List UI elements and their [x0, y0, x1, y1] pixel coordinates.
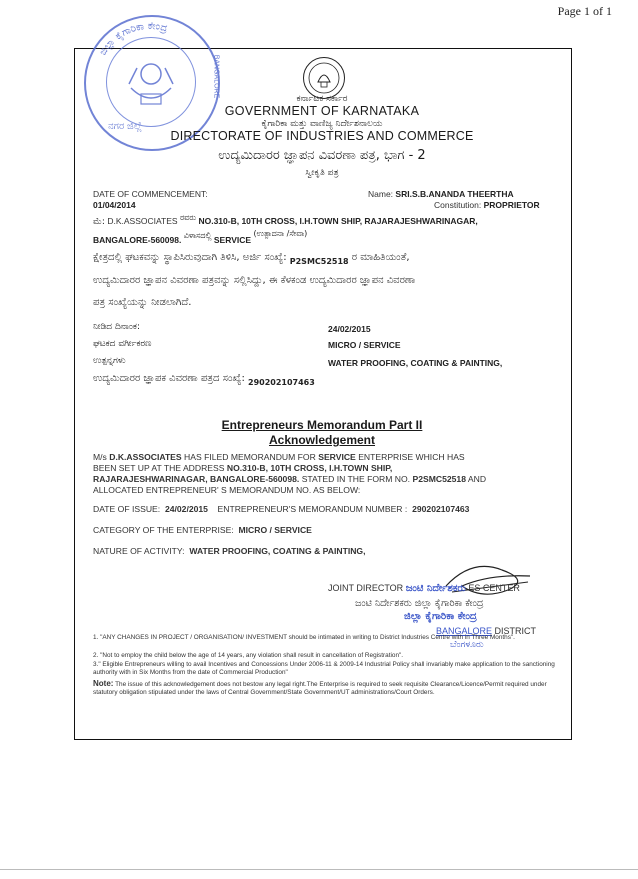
activity-row [93, 546, 365, 557]
application-number: P2SMC52518 [289, 257, 349, 266]
footnote-1: 1. "ANY CHANGES IN PROJECT / ORGANISATION/ INVESTMENT should be intimated in writing to District Industries Centre with in Three Months". [93, 634, 515, 641]
english-para-line-3 [93, 474, 486, 485]
issue-date-kannada: ನೀಡಿದ ದಿನಾಂಕ: [93, 322, 141, 332]
note-row [93, 680, 563, 697]
sector-kannada: ವಿಳಾಸದಲ್ಲಿ [183, 231, 212, 240]
issue-date-value: 24/02/2015 [328, 324, 371, 334]
sector-value: SERVICE [213, 235, 252, 245]
joint-director-kannada: ಜಂಟಿ ನಿರ್ದೇಶಕರು ಜಿಲ್ಲಾ ಕೈಗಾರಿಕಾ ಕೇಂದ್ರ [355, 598, 484, 609]
stamp-kannada-1: ಜಂಟಿ ನಿರ್ದೇಶಕರು [405, 583, 466, 594]
english-para-line-2 [93, 463, 392, 474]
address-line-1: NO.310-B, 10TH CROSS, I.H.TOWN SHIP, RAJARAJESHWARINAGAR, [198, 216, 478, 226]
constitution-label: Constitution: [434, 200, 482, 210]
para-form-number: P2SMC52518 [412, 474, 466, 484]
joint-director-label: JOINT DIRECTOR [328, 583, 404, 593]
centre-suffix: ES CENTER [468, 583, 520, 593]
constitution-value: PROPRIETOR [483, 200, 540, 210]
note-text: The issue of this acknowledgement does not bestow any legal right.The Enterprise is required to seek requisite Clearance/Licence/Permit required under statutory obligation stipulated under the laws of Central Government/State Government/UT administrations/Court Orders. [93, 681, 547, 696]
category-value: MICRO / SERVICE [238, 525, 312, 535]
district-label: DISTRICT [494, 626, 537, 636]
bangalore-label: BANGALORE [436, 626, 493, 636]
memo-number-value: 290202107463 [248, 378, 315, 387]
english-title: Entrepreneurs Memorandum Part II [221, 418, 423, 432]
memo-number-row [93, 373, 315, 387]
commencement-label: DATE OF COMMENCEMENT: [93, 189, 208, 199]
address-sector-row [93, 229, 308, 246]
ravaru-kannada: ರವರು [179, 213, 197, 222]
firm-address-row [93, 213, 478, 227]
activity-value: WATER PROOFING, COATING & PAINTING, [189, 546, 366, 556]
ack-kannada: ಸ್ವೀಕೃತಿ ಪತ್ರ [305, 168, 339, 178]
category-row [93, 525, 312, 536]
para-address-1: NO.310-B, 10TH CROSS, I.H.TOWN SHIP, [226, 463, 393, 473]
page-number: Page 1 of 1 [557, 4, 612, 18]
para-address-2: RAJARAJESHWARINAGAR, BANGALORE-560098. [93, 474, 300, 484]
name-value: SRI.S.B.ANANDA THEERTHA [395, 189, 514, 199]
category-label: CATEGORY OF THE ENTERPRISE: [93, 525, 234, 535]
body-kannada-3: ಪತ್ರ ಸಂಖ್ಯೆಯನ್ನು ನೀಡಲಾಗಿದೆ. [93, 297, 192, 308]
department-kannada: ಕೈಗಾರಿಕಾ ಮತ್ತು ವಾಣಿಜ್ಯ ನಿರ್ದೇಶನಾಲಯ [261, 119, 383, 129]
memo-value: 290202107463 [412, 504, 470, 514]
para-allocated: ALLOCATED ENTREPRENEUR' S MEMORANDUM NO. AS BELOW: [93, 485, 361, 495]
state-name-kannada: ಕರ್ನಾಟಕ ಸರ್ಕಾರ [296, 94, 348, 104]
memo-title-kannada: ಉದ್ಯಮಿದಾರರ ಜ್ಞಾಪನ ವಿವರಣಾ ಪತ್ರ, ಭಾಗ - 2 [218, 148, 426, 163]
activity-label: NATURE OF ACTIVITY: [93, 546, 185, 556]
footnote-3: 3." Eligible Entrepreneurs willing to avail Incentives and Concessions Under 2006-11 & 2009-14 Industrial Policy shall invariably make application to the sanctioning authority with in Six Months from the date of Commercial Production" [93, 661, 555, 676]
para-type: SERVICE [318, 452, 356, 462]
english-para-line-1 [93, 452, 568, 463]
seal-top-text: ಜಿಲ್ಲಾ ಕೈಗಾರಿಕಾ ಕೇಂದ್ರ [97, 20, 169, 58]
english-subtitle: Acknowledgement [268, 433, 376, 447]
name-label: Name: [368, 189, 394, 199]
para-firm: D.K.ASSOCIATES [109, 452, 182, 462]
government-title: GOVERNMENT OF KARNATAKA [224, 104, 420, 118]
name-row [368, 189, 514, 199]
sector-type-kannada: (ಉತ್ಪಾದನಾ /ಸೇವಾ) [253, 229, 308, 238]
to-kannada: ಮೆ: [93, 217, 105, 227]
issue-memo-row [93, 504, 469, 515]
seal-side-text: BANGALORE [212, 54, 220, 99]
issue-label: DATE OF ISSUE: [93, 504, 161, 514]
seal-bottom-text: ನಗರ ಜಿಲ್ಲೆ [108, 121, 142, 132]
products-kannada: ಉತ್ಪನ್ನಗಳು [93, 356, 126, 366]
memo-label: ENTREPRENEUR'S MEMORANDUM NUMBER : [217, 504, 408, 514]
constitution-row [434, 200, 540, 210]
firm-name: D.K.ASSOCIATES [107, 216, 178, 226]
stamp-kannada-3: ಬೆಂಗಳೂರು [450, 640, 484, 650]
directorate-title: DIRECTORATE OF INDUSTRIES AND COMMERCE [170, 129, 474, 143]
para-setup: BEEN SET UP AT THE ADDRESS [93, 463, 225, 473]
para-stated: STATED IN THE FORM NO. [301, 474, 411, 484]
unit-class-value: MICRO / SERVICE [328, 340, 401, 350]
joint-director-row [328, 583, 520, 594]
para-ms: M/s [93, 452, 107, 462]
footnote-2: 2. "Not to employ the child below the age of 14 years, any violation shall result in cancellation of Registration". [93, 652, 404, 659]
memo-number-kannada: ಉದ್ಯಮಿದಾರರ ಜ್ಞಾಪಕ ವಿವರಣಾ ಪತ್ರದ ಸಂಖ್ಯೆ: [93, 373, 245, 384]
unit-class-kannada: ಘಟಕದ ವರ್ಗೀಕರಣ [93, 339, 152, 349]
commencement-date: 01/04/2014 [93, 200, 136, 210]
products-value: WATER PROOFING, COATING & PAINTING, [328, 358, 503, 368]
para-enterprise: ENTERPRISE WHICH HAS [358, 452, 465, 462]
para-and: AND [467, 474, 487, 484]
note-label: Note: [93, 679, 114, 688]
address-line-2: BANGALORE-560098. [93, 235, 182, 245]
body-kannada-2: ಉದ್ಯಮಿದಾರರ ಜ್ಞಾಪನ ವಿವರಣಾ ಪತ್ರವನ್ನು ಸಲ್ಲಿಸಿದ್ದು, ಈ ಕೆಳಕಂಡ ಉದ್ಯಮಿದಾರರ ಜ್ಞಾಪನ ವಿವರಣಾ [93, 275, 416, 286]
body-kannada-1: ಕ್ಷೇತ್ರದಲ್ಲಿ ಘಟಕವನ್ನು ಸ್ಥಾಪಿಸಿರುವುದಾಗಿ ತಿಳಿಸಿ, ಅರ್ಜಿ ಸಂಖ್ಯೆ: [93, 252, 287, 263]
issue-value: 24/02/2015 [164, 504, 208, 514]
bottom-scan-line [0, 869, 638, 870]
para-filed: HAS FILED MEMORANDUM FOR [184, 452, 316, 462]
state-emblem-icon [303, 57, 345, 99]
stamp-kannada-2: ಜಿಲ್ಲಾ ಕೈಗಾರಿಕಾ ಕೇಂದ್ರ [404, 611, 477, 622]
body-kannada-line-1 [93, 252, 410, 266]
body-kannada-1-end: ರ ಮಾಹಿತಿಯಂತೆ, [351, 252, 410, 263]
